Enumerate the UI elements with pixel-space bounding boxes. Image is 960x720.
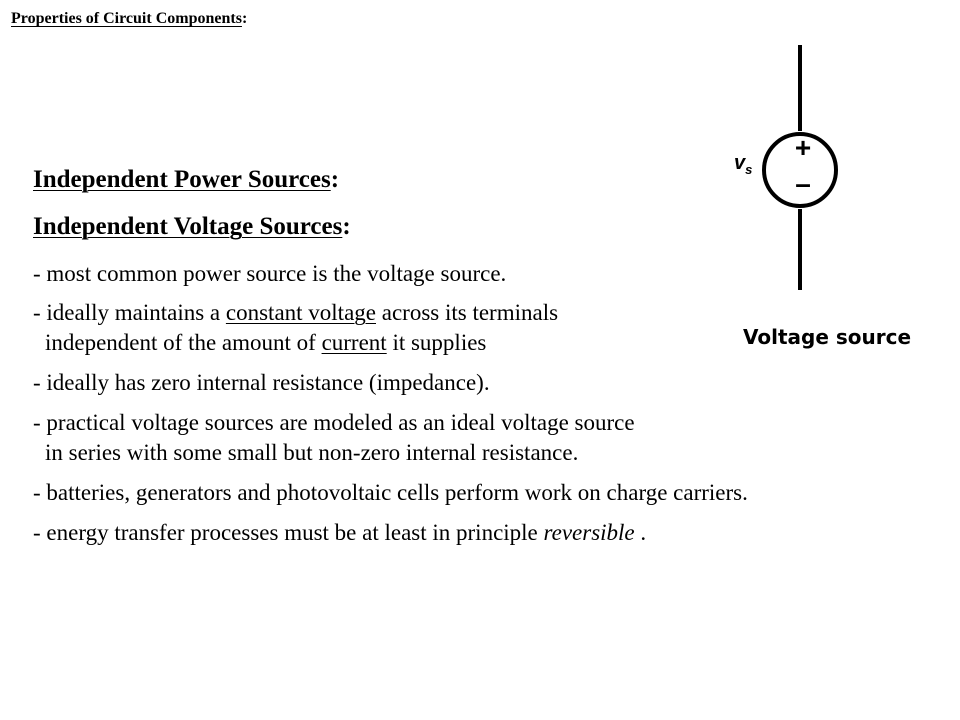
symbol-label-vs xyxy=(734,152,752,177)
figure-caption: Voltage source xyxy=(743,325,912,349)
minus-sign: – xyxy=(795,168,811,199)
heading-power-text: Independent Power Sources xyxy=(33,166,331,193)
symbol-letter: v xyxy=(734,152,746,174)
bullet-text: - batteries, generators and photovoltaic cells perform work on charge carriers. xyxy=(33,480,748,505)
bullet-text: . xyxy=(634,520,647,545)
underlined-term-current: current xyxy=(321,330,387,355)
bullet-line-1 xyxy=(33,300,558,325)
bullet-zero-resistance xyxy=(33,368,490,398)
underlined-term-constant-voltage: constant voltage xyxy=(225,300,376,325)
bullet-text: - ideally has zero internal resistance (impedance). xyxy=(33,370,490,395)
heading-independent-voltage-sources xyxy=(33,213,351,241)
bullet-line-2: in series with some small but non-zero internal resistance. xyxy=(45,440,579,465)
bullet-energy-transfer xyxy=(33,518,646,548)
bullet-constant-voltage xyxy=(33,298,558,358)
heading-voltage-text: Independent Voltage Sources xyxy=(33,213,343,240)
bullet-text: it supplies xyxy=(386,330,487,355)
heading-power-colon: : xyxy=(330,166,340,193)
heading-voltage-colon: : xyxy=(342,213,351,240)
italic-term-reversible: reversible xyxy=(543,520,635,545)
bullet-batteries xyxy=(33,478,748,508)
bullet-line-1: - practical voltage sources are modeled as an ideal voltage source xyxy=(33,410,635,435)
voltage-source-figure xyxy=(700,40,930,360)
symbol-subscript: s xyxy=(745,162,753,177)
voltage-source-symbol-icon xyxy=(700,40,930,360)
bullet-text: independent of the amount of xyxy=(45,330,322,355)
bullet-text: - most common power source is the voltage source. xyxy=(33,261,507,286)
bullet-practical-sources xyxy=(33,408,635,468)
bullet-line-2 xyxy=(33,328,558,358)
bullet-text: - ideally maintains a xyxy=(33,300,226,325)
page-title xyxy=(11,10,247,28)
bullet-text: - energy transfer processes must be at least in principle xyxy=(33,520,544,545)
page-title-colon: : xyxy=(241,10,248,27)
bullet-most-common xyxy=(33,259,506,289)
plus-sign: + xyxy=(794,132,812,163)
heading-independent-power-sources xyxy=(33,166,339,194)
page-title-text: Properties of Circuit Components xyxy=(11,10,242,27)
bullet-text: across its terminals xyxy=(376,300,559,325)
